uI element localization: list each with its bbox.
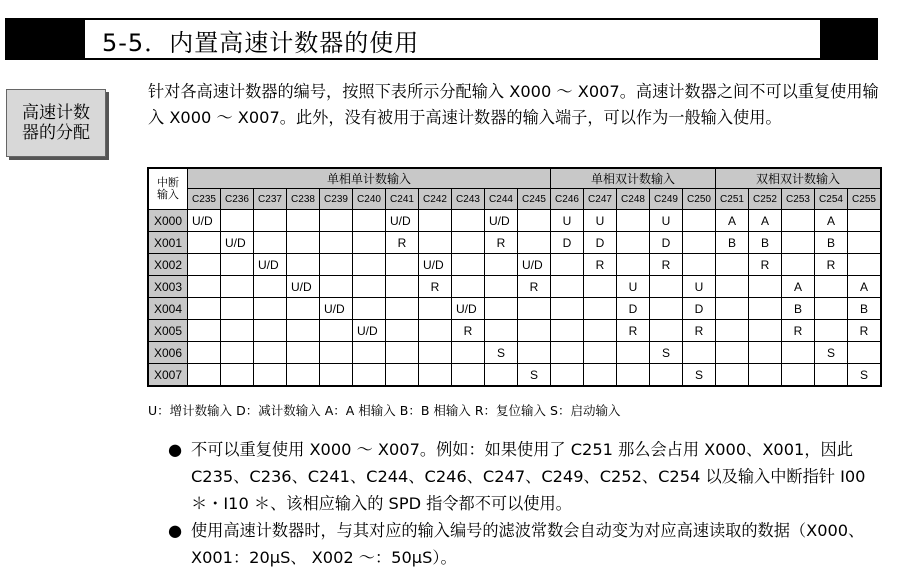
table-cell [353, 210, 386, 232]
table-cell [584, 364, 617, 387]
table-cell: U [650, 210, 683, 232]
table-cell: B [848, 298, 882, 320]
table-cell [287, 254, 320, 276]
table-cell [716, 342, 749, 364]
table-cell [320, 276, 353, 298]
table-cell [221, 210, 254, 232]
table-cell [419, 232, 452, 254]
table-cell [221, 320, 254, 342]
table-cell: R [848, 320, 882, 342]
table-row [148, 342, 881, 364]
table-cell [386, 254, 419, 276]
table-cell [716, 298, 749, 320]
group-header: 单相双计数输入 [551, 168, 716, 189]
table-cell: U/D [452, 298, 485, 320]
table-cell [551, 276, 584, 298]
table-cell: A [782, 276, 815, 298]
table-cell: B [716, 232, 749, 254]
counter-column-header: C250 [683, 189, 716, 210]
table-cell [716, 320, 749, 342]
table-cell [683, 342, 716, 364]
side-heading-line2: 器的分配 [22, 123, 90, 143]
table-cell: R [452, 320, 485, 342]
table-cell [551, 254, 584, 276]
table-cell [749, 342, 782, 364]
table-cell [716, 364, 749, 387]
table-cell: R [617, 320, 650, 342]
table-cell [551, 320, 584, 342]
table-cell: U/D [254, 254, 287, 276]
table-cell [452, 254, 485, 276]
table-cell: B [782, 298, 815, 320]
table-cell [848, 232, 882, 254]
table-cell [815, 320, 848, 342]
table-row [148, 320, 881, 342]
bullet-dot-icon: ● [168, 521, 183, 540]
table-cell [254, 298, 287, 320]
table-cell [221, 276, 254, 298]
table-cell: U/D [419, 254, 452, 276]
table-cell [320, 232, 353, 254]
table-cell [815, 298, 848, 320]
table-cell: R [518, 276, 551, 298]
table-cell: U/D [188, 210, 221, 232]
row-label: X004 [148, 298, 188, 320]
table-cell [419, 342, 452, 364]
table-cell [254, 232, 287, 254]
row-label: X000 [148, 210, 188, 232]
table-row [148, 254, 881, 276]
table-cell [188, 276, 221, 298]
side-heading-box [6, 89, 106, 157]
table-cell [650, 320, 683, 342]
bullet-item [168, 436, 883, 517]
table-cell [254, 276, 287, 298]
table-cell: U/D [518, 254, 551, 276]
table-cell [353, 342, 386, 364]
table-cell [353, 254, 386, 276]
table-cell: R [584, 254, 617, 276]
table-cell [320, 210, 353, 232]
table-cell [254, 210, 287, 232]
counter-column-header: C240 [353, 189, 386, 210]
table-cell [485, 276, 518, 298]
table-cell [815, 276, 848, 298]
corner-line2: 输入 [157, 189, 179, 201]
group-header: 单相单计数输入 [188, 168, 551, 189]
table-cell [518, 298, 551, 320]
bullet-item [168, 517, 883, 571]
table-body [148, 210, 881, 387]
table-cell [320, 320, 353, 342]
counter-column-header: C244 [485, 189, 518, 210]
table-cell: R [419, 276, 452, 298]
table-cell [485, 298, 518, 320]
table-cell [716, 276, 749, 298]
table-cell [188, 298, 221, 320]
table-cell [683, 232, 716, 254]
table-cell [782, 254, 815, 276]
table-cell [815, 364, 848, 387]
intro-paragraph: 针对各高速计数器的编号，按照下表所示分配输入 X000 ～ X007。高速计数器之间不可以重复使用输入 X000 ～ X007。此外，没有被用于高速计数器的输入端子，可以作为一般输入使用。 [148, 82, 879, 127]
table-cell [584, 276, 617, 298]
table-cell [518, 342, 551, 364]
table-cell: S [650, 342, 683, 364]
table-row [148, 364, 881, 387]
table-cell [353, 276, 386, 298]
counter-column-header: C246 [551, 189, 584, 210]
table-cell [320, 342, 353, 364]
table-row [148, 210, 881, 232]
table-cell [320, 254, 353, 276]
table-cell [716, 254, 749, 276]
table-cell [518, 320, 551, 342]
page-title: 5-5．内置高速计数器的使用 [102, 29, 420, 57]
counter-allocation-table [147, 167, 882, 387]
table-cell [518, 210, 551, 232]
table-row [148, 298, 881, 320]
table-cell [452, 276, 485, 298]
corner-header [148, 168, 188, 210]
bullet-text: 使用高速计数器时，与其对应的输入编号的滤波常数会自动变为对应高速读取的数据（X000、 X001：20μS、 X002 ～：50μS）。 [191, 521, 865, 567]
table-cell [584, 320, 617, 342]
table-cell: R [815, 254, 848, 276]
table-cell [254, 320, 287, 342]
table-cell [551, 342, 584, 364]
table-cell: R [782, 320, 815, 342]
table-cell: U [683, 276, 716, 298]
table-cell [452, 232, 485, 254]
bullet-dot-icon: ● [168, 440, 183, 459]
table-cell [419, 210, 452, 232]
counter-column-header: C239 [320, 189, 353, 210]
table-cell: U [584, 210, 617, 232]
table-cell: R [386, 232, 419, 254]
counter-column-header: C235 [188, 189, 221, 210]
counter-column-header: C251 [716, 189, 749, 210]
table-cell: A [848, 276, 882, 298]
table-cell [254, 342, 287, 364]
counter-column-header: C236 [221, 189, 254, 210]
section-title-bar [5, 18, 878, 60]
table-cell [221, 254, 254, 276]
table-cell [254, 364, 287, 387]
table-cell [749, 298, 782, 320]
table-cell [386, 298, 419, 320]
table-cell [650, 364, 683, 387]
bullet-text: 不可以重复使用 X000 ～ X007。例如：如果使用了 C251 那么会占用 X000、X001，因此 C235、C236、C241、C244、C246、C247、C249、C252、C254 以及输入中断指针 I00 ＊・I10 ＊、该相应输入的 SPD 指令都不可以使用。 [191, 440, 866, 513]
table-cell: S [683, 364, 716, 387]
row-label: X001 [148, 232, 188, 254]
table-cell [287, 320, 320, 342]
counter-column-header: C242 [419, 189, 452, 210]
counter-column-header: C245 [518, 189, 551, 210]
counter-column-header: C247 [584, 189, 617, 210]
table-cell [221, 364, 254, 387]
side-heading-line1: 高速计数 [22, 103, 90, 123]
table-cell [617, 210, 650, 232]
counter-allocation-table-wrap [147, 167, 882, 387]
counter-column-header: C255 [848, 189, 882, 210]
title-bar-left-block [7, 20, 85, 58]
table-cell [749, 320, 782, 342]
table-cell [287, 342, 320, 364]
table-cell [683, 210, 716, 232]
table-cell [419, 320, 452, 342]
corner-line1: 中断 [157, 177, 179, 189]
table-cell: D [650, 232, 683, 254]
table-cell: D [617, 298, 650, 320]
table-cell [452, 364, 485, 387]
table-cell: R [650, 254, 683, 276]
table-cell: S [848, 364, 882, 387]
counter-column-header: C241 [386, 189, 419, 210]
table-cell [749, 276, 782, 298]
table-cell: R [485, 232, 518, 254]
table-cell [221, 298, 254, 320]
table-cell [287, 210, 320, 232]
row-label: X006 [148, 342, 188, 364]
row-label: X005 [148, 320, 188, 342]
table-cell [353, 232, 386, 254]
counter-column-header: C243 [452, 189, 485, 210]
table-cell [452, 210, 485, 232]
table-row [148, 276, 881, 298]
row-label: X007 [148, 364, 188, 387]
table-cell: A [749, 210, 782, 232]
table-cell [485, 364, 518, 387]
table-cell [848, 254, 882, 276]
table-cell [353, 298, 386, 320]
table-cell: A [815, 210, 848, 232]
table-cell [188, 254, 221, 276]
counter-column-header: C254 [815, 189, 848, 210]
table-cell: A [716, 210, 749, 232]
table-cell [584, 342, 617, 364]
table-cell: U [617, 276, 650, 298]
table-row [148, 232, 881, 254]
table-cell [617, 364, 650, 387]
table-cell [485, 320, 518, 342]
table-cell: U/D [221, 232, 254, 254]
table-cell [188, 364, 221, 387]
column-header-row [148, 189, 881, 210]
table-cell [782, 364, 815, 387]
table-cell: R [683, 320, 716, 342]
table-cell: B [749, 232, 782, 254]
table-cell [386, 342, 419, 364]
table-cell [452, 342, 485, 364]
table-cell: U/D [287, 276, 320, 298]
table-cell [419, 298, 452, 320]
table-cell: S [815, 342, 848, 364]
table-cell: R [749, 254, 782, 276]
table-cell [386, 364, 419, 387]
table-cell [188, 320, 221, 342]
table-cell [584, 298, 617, 320]
table-cell: U [551, 210, 584, 232]
table-cell [419, 364, 452, 387]
table-cell [320, 364, 353, 387]
counter-column-header: C237 [254, 189, 287, 210]
table-cell [617, 254, 650, 276]
table-cell [485, 254, 518, 276]
table-cell: S [518, 364, 551, 387]
counter-column-header: C248 [617, 189, 650, 210]
table-cell [386, 320, 419, 342]
table-cell [551, 298, 584, 320]
table-cell [848, 210, 882, 232]
table-cell [848, 342, 882, 364]
table-cell: S [485, 342, 518, 364]
table-cell [386, 276, 419, 298]
table-cell [188, 232, 221, 254]
table-cell: D [683, 298, 716, 320]
bullet-list [168, 436, 883, 571]
table-cell: U/D [485, 210, 518, 232]
table-cell [188, 342, 221, 364]
title-bar-right-block [820, 20, 876, 58]
table-cell [617, 232, 650, 254]
table-cell [287, 364, 320, 387]
counter-column-header: C253 [782, 189, 815, 210]
table-cell: B [815, 232, 848, 254]
table-cell: U/D [353, 320, 386, 342]
counter-column-header: C252 [749, 189, 782, 210]
table-cell [518, 232, 551, 254]
table-cell: D [551, 232, 584, 254]
table-cell [749, 364, 782, 387]
table-cell [782, 210, 815, 232]
row-label: X002 [148, 254, 188, 276]
table-cell [221, 342, 254, 364]
group-header-row [148, 168, 881, 189]
row-label: X003 [148, 276, 188, 298]
table-cell: U/D [386, 210, 419, 232]
table-cell [287, 298, 320, 320]
table-cell: D [584, 232, 617, 254]
table-cell [287, 232, 320, 254]
counter-column-header: C249 [650, 189, 683, 210]
table-cell [782, 232, 815, 254]
legend-text: U：增计数输入 D：减计数输入 A：A 相输入 B：B 相输入 R：复位输入 S：启动输入 [148, 403, 621, 418]
table-cell [782, 342, 815, 364]
table-cell [683, 254, 716, 276]
table-cell [650, 276, 683, 298]
counter-column-header: C238 [287, 189, 320, 210]
table-cell [353, 364, 386, 387]
table-cell [551, 364, 584, 387]
table-cell [650, 298, 683, 320]
group-header: 双相双计数输入 [716, 168, 882, 189]
table-cell [617, 342, 650, 364]
table-cell: U/D [320, 298, 353, 320]
